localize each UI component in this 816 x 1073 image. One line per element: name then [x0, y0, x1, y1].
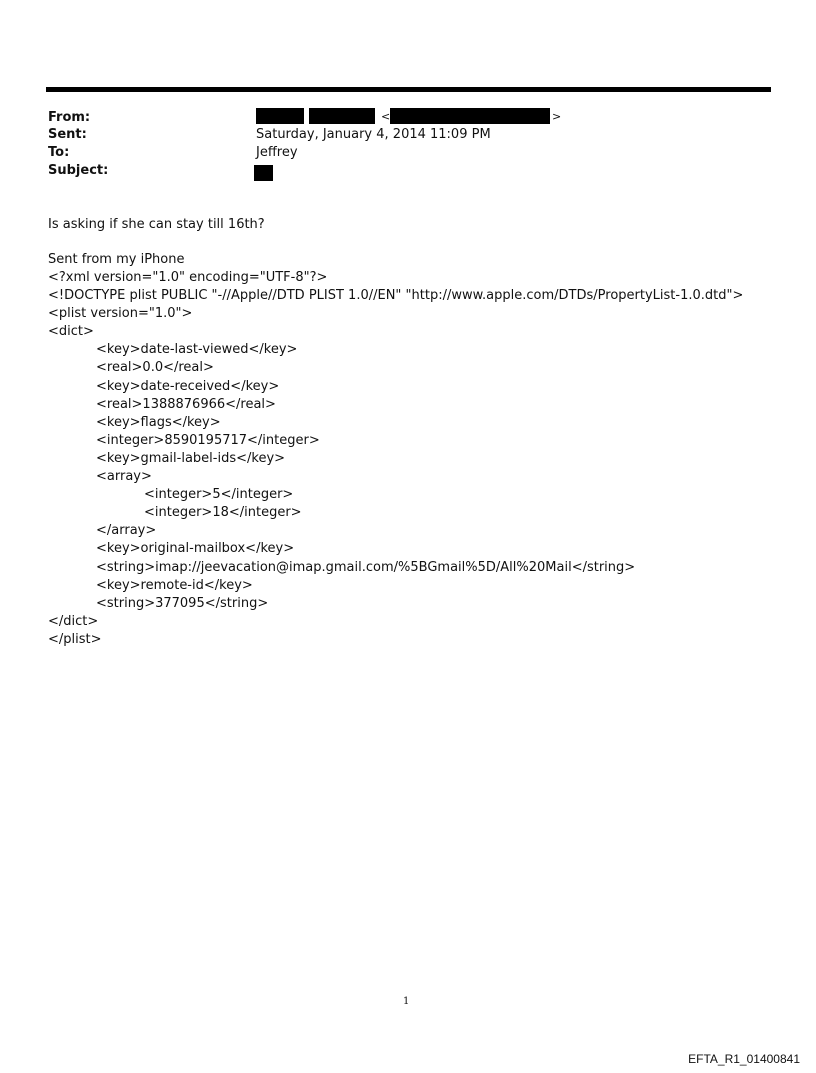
to-value: Jeffrey: [256, 145, 298, 160]
plist-block: [48, 269, 743, 649]
redaction-box: [256, 108, 304, 124]
plist-line: <string>377095</string>: [96, 595, 269, 611]
from-open-bracket: <: [381, 110, 391, 123]
signature-text: Sent from my iPhone: [48, 252, 185, 267]
plist-line: <real>1388876966</real>: [96, 396, 276, 412]
redaction-box: [390, 108, 550, 124]
top-rule: [46, 87, 771, 92]
plist-line: <dict>: [48, 324, 94, 340]
plist-line: <key>gmail-label-ids</key>: [96, 450, 286, 466]
from-close-bracket: >: [552, 110, 562, 123]
message-text: Is asking if she can stay till 16th?: [48, 217, 265, 232]
plist-line: <string>imap://jeevacation@imap.gmail.com/%5BGmail%5D/All%20Mail</string>: [96, 559, 636, 575]
plist-line: </plist>: [48, 631, 102, 647]
subject-label: Subject:: [48, 163, 109, 178]
plist-line: <integer>18</integer>: [144, 505, 302, 521]
redaction-box: [309, 108, 375, 124]
plist-line: <!DOCTYPE plist PUBLIC "-//Apple//DTD PLIST 1.0//EN" "http://www.apple.com/DTDs/PropertyList-1.0.dtd">: [48, 288, 744, 304]
plist-line: <key>remote-id</key>: [96, 577, 253, 593]
sent-label: Sent:: [48, 127, 87, 142]
plist-line: <integer>8590195717</integer>: [96, 432, 320, 448]
plist-line: <key>date-received</key>: [96, 378, 280, 394]
plist-line: <array>: [96, 469, 152, 485]
plist-line: <?xml version="1.0" encoding="UTF-8"?>: [48, 270, 328, 285]
to-label: To:: [48, 145, 70, 160]
redaction-box: [254, 165, 273, 181]
plist-line: <key>original-mailbox</key>: [96, 541, 295, 557]
from-label: From:: [48, 110, 91, 125]
plist-line: <key>flags</key>: [96, 414, 221, 430]
plist-line: <plist version="1.0">: [48, 306, 193, 322]
sent-value: Saturday, January 4, 2014 11:09 PM: [256, 127, 491, 142]
plist-line: </array>: [96, 523, 157, 539]
page-number: 1: [403, 996, 410, 1007]
plist-line: <real>0.0</real>: [96, 360, 214, 376]
plist-line: </dict>: [48, 613, 99, 629]
plist-line: <key>date-last-viewed</key>: [96, 342, 298, 358]
plist-line: <integer>5</integer>: [144, 487, 294, 503]
bates-number: EFTA_R1_01400841: [688, 1052, 800, 1066]
